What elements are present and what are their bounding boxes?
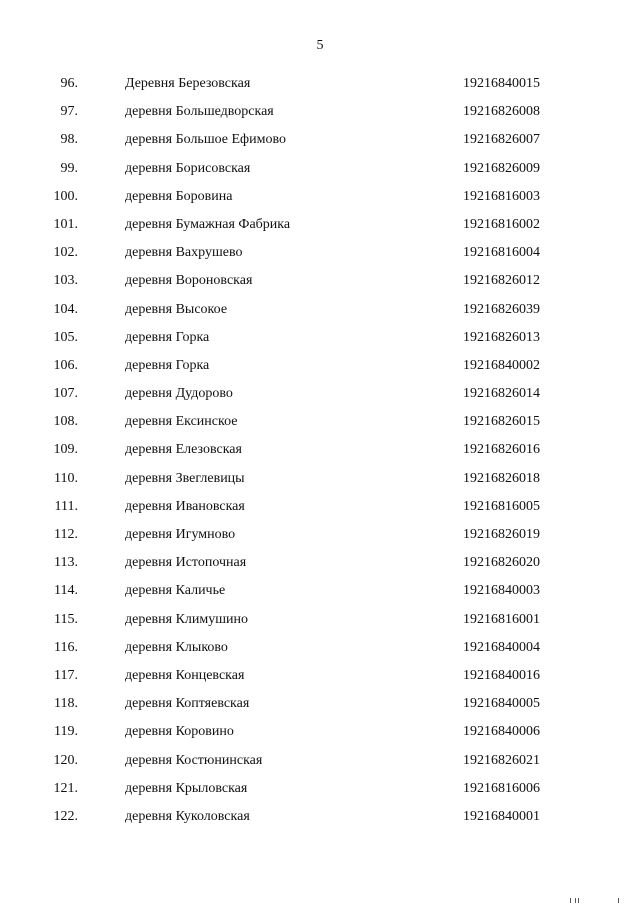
oktmo-code: 19216826009 (463, 160, 540, 176)
oktmo-code: 19216826015 (463, 414, 540, 430)
row-number: 122. (53, 808, 78, 824)
settlement-name: деревня Истопочная (125, 555, 247, 571)
list-row (0, 296, 640, 324)
list-row (0, 606, 640, 634)
oktmo-code: 19216816006 (463, 780, 540, 796)
scan-artifact-marks (566, 895, 626, 903)
settlement-name: деревня Большое Ефимово (125, 132, 286, 148)
list-row (0, 690, 640, 718)
oktmo-code: 19216826019 (463, 527, 540, 542)
settlement-name: деревня Дудорово (125, 386, 233, 402)
oktmo-code: 19216826014 (463, 386, 540, 402)
row-number: 102. (53, 245, 78, 261)
settlement-name: деревня Костюнинская (125, 752, 263, 768)
oktmo-code: 19216826013 (463, 329, 540, 345)
oktmo-code: 19216826007 (463, 132, 540, 148)
oktmo-code: 19216840001 (463, 808, 540, 824)
row-number: 121. (53, 780, 78, 796)
oktmo-code: 19216826020 (463, 555, 540, 571)
page-number: 5 (316, 38, 324, 53)
oktmo-code: 19216816004 (463, 245, 540, 261)
list-row (0, 239, 640, 267)
row-number: 98. (60, 132, 78, 148)
oktmo-code: 19216826021 (463, 752, 540, 768)
list-row (0, 70, 640, 98)
list-row (0, 493, 640, 521)
list-row (0, 324, 640, 352)
row-number: 110. (54, 470, 78, 486)
oktmo-code: 19216840016 (463, 667, 540, 683)
row-number: 106. (53, 357, 78, 373)
settlement-name: деревня Ексинское (125, 414, 238, 430)
row-number: 116. (54, 639, 78, 655)
list-row (0, 211, 640, 239)
settlement-name: деревня Вороновская (125, 273, 253, 289)
row-number: 107. (53, 386, 78, 402)
oktmo-code: 19216840002 (463, 357, 540, 373)
row-number: 104. (53, 301, 78, 317)
row-number: 103. (53, 273, 78, 289)
list-row (0, 183, 640, 211)
row-number: 108. (53, 414, 78, 430)
list-row (0, 155, 640, 183)
list-row (0, 465, 640, 493)
oktmo-code: 19216826018 (463, 470, 540, 486)
row-number: 101. (53, 216, 78, 232)
row-number: 115. (54, 611, 78, 627)
list-row (0, 577, 640, 605)
settlement-name: деревня Каличье (125, 583, 226, 599)
oktmo-code: 19216840005 (463, 696, 540, 712)
list-row (0, 775, 640, 803)
list-row (0, 718, 640, 746)
settlement-name: Деревня Березовская (125, 76, 251, 91)
oktmo-code: 19216840004 (463, 639, 540, 655)
row-number: 113. (54, 555, 78, 571)
settlement-name: деревня Звеглевицы (125, 470, 245, 486)
list-row (0, 267, 640, 295)
row-number: 114. (54, 583, 78, 599)
list-row (0, 662, 640, 690)
oktmo-code: 19216826016 (463, 442, 540, 458)
oktmo-code: 19216826039 (463, 301, 540, 317)
oktmo-code: 19216816005 (463, 498, 540, 514)
row-number: 119. (54, 724, 78, 740)
row-number: 105. (53, 329, 78, 345)
list-row (0, 126, 640, 154)
row-number: 117. (54, 667, 78, 683)
settlement-name: деревня Горка (125, 357, 210, 373)
list-row (0, 521, 640, 549)
settlement-name: деревня Елезовская (125, 442, 242, 458)
row-number: 120. (53, 752, 78, 768)
settlement-name: деревня Крыловская (125, 780, 248, 796)
settlement-name: деревня Вахрушево (125, 245, 243, 261)
settlement-name: деревня Куколовская (125, 808, 250, 824)
settlement-name: деревня Ивановская (125, 498, 245, 514)
settlement-name: деревня Коровино (125, 724, 234, 740)
settlement-list (0, 70, 640, 831)
settlement-name: деревня Большедворская (125, 104, 274, 120)
oktmo-code: 19216826008 (463, 104, 540, 120)
oktmo-code: 19216816001 (463, 611, 540, 627)
list-row (0, 549, 640, 577)
list-row (0, 634, 640, 662)
settlement-name: деревня Высокое (125, 301, 228, 317)
oktmo-code: 19216816002 (463, 216, 540, 232)
row-number: 100. (53, 188, 78, 204)
row-number: 109. (53, 442, 78, 458)
row-number: 97. (60, 104, 78, 120)
settlement-name: деревня Концевская (125, 667, 245, 683)
list-row (0, 408, 640, 436)
settlement-name: деревня Коптяевская (125, 696, 250, 712)
row-number: 111. (54, 498, 78, 514)
list-row (0, 803, 640, 831)
row-number: 118. (54, 696, 78, 712)
settlement-name: деревня Горка (125, 329, 210, 345)
list-row (0, 436, 640, 464)
row-number: 112. (54, 527, 78, 542)
oktmo-code: 19216840015 (463, 76, 540, 91)
list-row (0, 352, 640, 380)
oktmo-code: 19216816003 (463, 188, 540, 204)
list-row (0, 98, 640, 126)
settlement-name: деревня Игумново (125, 527, 236, 542)
settlement-name: деревня Борисовская (125, 160, 251, 176)
settlement-name: деревня Бумажная Фабрика (125, 216, 291, 232)
row-number: 99. (60, 160, 78, 176)
row-number: 96. (60, 76, 78, 91)
list-row (0, 380, 640, 408)
settlement-name: деревня Боровина (125, 188, 233, 204)
settlement-name: деревня Клыково (125, 639, 228, 655)
list-row (0, 747, 640, 775)
settlement-name: деревня Климушино (125, 611, 249, 627)
oktmo-code: 19216826012 (463, 273, 540, 289)
oktmo-code: 19216840003 (463, 583, 540, 599)
oktmo-code: 19216840006 (463, 724, 540, 740)
